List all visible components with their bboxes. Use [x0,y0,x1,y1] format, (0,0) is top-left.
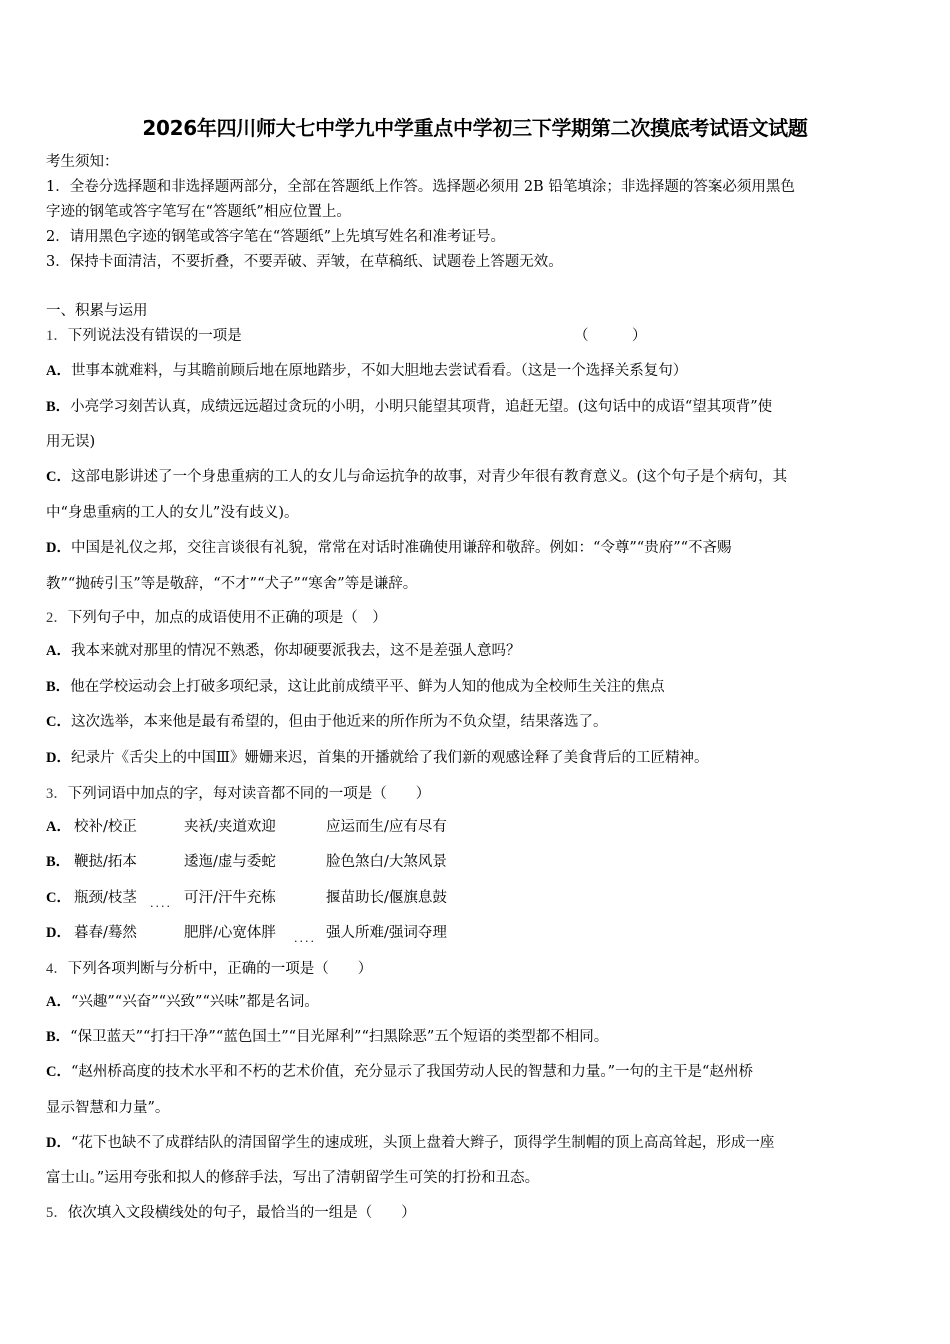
option-label: D． [46,925,71,941]
question-text: 下列说法没有错误的一项是 [67,328,242,344]
question-text: 依次填入文段横线处的句子，最恰当的一组是（ ） [67,1205,416,1221]
page-title: 2026年四川师大七中学九中学重点中学初三下学期第二次摸底考试语文试题 [142,116,808,140]
emphasis-dots: .... [150,897,172,910]
option-label: B． [46,854,71,870]
q1-option-d-cont: 教”“抛砖引玉”等是敬辞，“不才”“犬子”“寒舍”等是谦辞。 [46,576,418,592]
q3-option-a [46,817,447,837]
question-number: 5． [46,1205,68,1221]
emphasis-dots: .... [294,932,316,945]
question-text: 下列各项判断与分析中，正确的一项是（ ） [67,961,373,977]
option-text: “保卫蓝天”“打扫干净”“蓝色国土”“目光犀利”“扫黑除恶”五个短语的类型都不相同。 [70,1029,609,1045]
q4-option-a [46,992,319,1012]
word-pair-1: 瓶颈/枝茎 [74,890,137,906]
option-text: “赵州桥高度的技术水平和不朽的艺术价值，充分显示了我国劳动人民的智慧和力量。”一句的主干是“赵州桥 [70,1064,753,1080]
option-label: D． [46,750,71,766]
word-pair-2: 肥胖/心宽体胖 [184,925,276,941]
q4-option-d-cont: 富士山。”运用夸张和拟人的修辞手法，写出了清朝留学生可笑的打扮和丑态。 [46,1170,540,1186]
q2-option-b [46,677,665,697]
question-text: 下列句子中，加点的成语使用不正确的项是（ ） [67,610,387,626]
q4-option-d [46,1133,774,1153]
option-label: A． [46,363,71,379]
question-number: 3． [46,786,68,802]
notice-item-1: 1．全卷分选择题和非选择题两部分，全部在答题纸上作答。选择题必须用 2B 铅笔填涂；非选择题的答案必须用黑色 [46,179,795,195]
option-text: 中国是礼仪之邦，交往言谈很有礼貌，常常在对话时准确使用谦辞和敬辞。例如：“令尊”“贵府”“不吝赐 [70,540,732,556]
word-pair-2: 逶迤/虚与委蛇 [184,854,276,870]
option-text: 小亮学习刻苦认真，成绩远远超过贪玩的小明，小明只能望其项背，追赶无望。(这句话中的成语“望其项背”使 [70,399,773,415]
option-label: C． [46,469,71,485]
option-label: C． [46,1064,71,1080]
word-pair-1: 校补/校正 [74,819,137,835]
option-label: A． [46,994,71,1010]
notice-item-1-cont: 字迹的钢笔或答字笔写在“答题纸”相应位置上。 [46,204,351,220]
word-pair-3: 强人所难/强词夺理 [326,925,447,941]
q3-option-d [46,923,447,945]
word-pair-1: 鞭挞/拓本 [74,854,137,870]
question-2-stem [46,608,387,628]
notice-item-2: 2．请用黑色字迹的钢笔或答字笔在“答题纸”上先填写姓名和准考证号。 [46,229,506,245]
option-text: 这部电影讲述了一个身患重病的工人的女儿与命运抗争的故事，对青少年很有教育意义。(这个句子是个病句，其 [70,469,788,485]
q3-option-b [46,852,447,872]
word-pair-3: 应运而生/应有尽有 [326,819,447,835]
word-pair-2: 可汗/汗牛充栋 [184,890,276,906]
answer-blank: （ ） [574,328,647,344]
option-label: D． [46,1135,71,1151]
option-text: 我本来就对那里的情况不熟悉，你却硬要派我去，这不是差强人意吗？ [70,643,521,659]
option-text: 世事本就难料，与其瞻前顾后地在原地踏步，不如大胆地去尝试看看。（这是一个选择关系复句） [70,363,688,379]
option-text: “兴趣”“兴奋”“兴致”“兴味”都是名词。 [70,994,319,1010]
q2-option-c [46,712,607,732]
option-label: C． [46,714,71,730]
section-heading: 一、积累与运用 [46,303,148,319]
q4-option-c [46,1062,753,1082]
q1-option-d [46,538,732,558]
q1-option-c [46,467,787,487]
q2-option-d [46,748,708,768]
option-text: 他在学校运动会上打破多项纪录，这让此前成绩平平、鲜为人知的他成为全校师生关注的焦点 [70,679,665,695]
notice-item-3: 3．保持卡面清洁，不要折叠，不要弄破、弄皱，在草稿纸、试题卷上答题无效。 [46,254,563,270]
option-label: B． [46,399,71,415]
q1-option-b-cont: 用无误) [46,434,96,450]
question-text: 下列词语中加点的字，每对读音都不同的一项是（ ） [67,786,431,802]
word-pair-3: 揠苗助长/偃旗息鼓 [326,890,447,906]
q4-option-b [46,1027,608,1047]
option-label: B． [46,679,71,695]
question-number: 2． [46,610,68,626]
option-label: C． [46,890,71,906]
word-pair-2: 夹袄/夹道欢迎 [184,819,276,835]
q1-option-a [46,361,687,381]
q1-option-c-cont: 中“身患重病的工人的女儿”没有歧义)。 [46,505,299,521]
question-1-stem [46,326,647,346]
word-pair-1: 暮春/蓦然 [74,925,137,941]
q4-option-c-cont: 显示智慧和力量”。 [46,1100,170,1116]
q2-option-a [46,641,520,661]
question-number: 1． [46,328,68,344]
question-number: 4． [46,961,68,977]
q1-option-b [46,397,772,417]
option-text: 这次选举，本来他是最有希望的，但由于他近来的所作所为不负众望，结果落选了。 [70,714,608,730]
question-3-stem [46,784,430,804]
option-text: 纪录片《舌尖上的中国Ⅲ》姗姗来迟，首集的开播就给了我们新的观感诠释了美食背后的工匠精神。 [70,750,709,766]
question-4-stem [46,959,372,979]
option-text: “花下也缺不了成群结队的清国留学生的速成班，头顶上盘着大辫子，顶得学生制帽的顶上高高耸起，形成一座 [70,1135,775,1151]
notice-heading: 考生须知： [46,154,119,170]
option-label: B． [46,1029,71,1045]
q3-option-c [46,888,447,910]
option-label: D． [46,540,71,556]
option-label: A． [46,819,71,835]
question-5-stem [46,1203,416,1223]
word-pair-3: 脸色煞白/大煞风景 [326,854,447,870]
option-label: A． [46,643,71,659]
